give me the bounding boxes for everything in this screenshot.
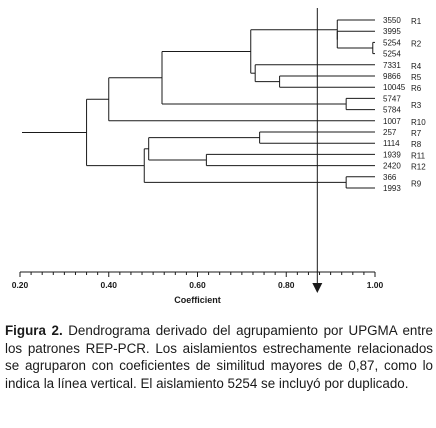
- group-label: R4: [411, 61, 422, 71]
- leaf-label: 1993: [383, 184, 401, 193]
- group-labels: [411, 17, 426, 188]
- leaf-label: 5254: [383, 49, 401, 59]
- leaf-label: 2420: [383, 161, 401, 171]
- group-label: R1: [411, 17, 422, 26]
- axis-tick-label: 0.40: [100, 280, 118, 290]
- group-label: R9: [411, 179, 422, 189]
- dendrogram-tree: [22, 20, 375, 188]
- group-label: R6: [411, 84, 422, 94]
- leaf-label: 1939: [383, 150, 401, 160]
- coefficient-axis: [12, 272, 384, 305]
- group-label: R7: [411, 129, 422, 138]
- caption-label: Figura 2.: [5, 323, 63, 338]
- group-label: R5: [411, 73, 422, 82]
- leaf-label: 10045: [383, 83, 406, 93]
- group-label: R10: [411, 117, 426, 127]
- axis-tick-label: 0.20: [11, 280, 29, 290]
- group-label: R11: [411, 151, 426, 161]
- axis-tick-label: 0.80: [277, 280, 295, 290]
- caption-text: Dendrograma derivado del agrupamiento por UPGMA entre los patrones REP-PCR. Los aislamientos estrechamente relacionados se agruparon con coeficientes de similitud mayores de 0,87, como lo indica la línea vertical. El aislamiento 5254 se incluyó por duplicado.: [5, 323, 433, 391]
- leaf-label: 366: [383, 172, 397, 182]
- leaf-label: 3550: [383, 16, 401, 25]
- axis-title: Coefficient: [174, 295, 221, 305]
- leaf-label: 257: [383, 128, 397, 137]
- axis-tick-label: 1.00: [366, 280, 384, 290]
- leaf-label: 5784: [383, 105, 401, 115]
- leaf-label: 9866: [383, 72, 401, 81]
- leaf-label: 1114: [383, 139, 400, 149]
- group-label: R2: [411, 39, 422, 49]
- leaf-label: 3995: [383, 27, 401, 37]
- similarity-cutoff: [312, 8, 322, 293]
- group-label: R8: [411, 140, 422, 150]
- group-label: R3: [411, 101, 422, 110]
- group-label: R12: [411, 162, 426, 172]
- cutoff-arrow: [312, 283, 322, 293]
- leaf-labels: [383, 16, 406, 193]
- leaf-label: 1007: [383, 116, 401, 126]
- figure-caption: [5, 322, 433, 392]
- leaf-label: 5747: [383, 94, 401, 104]
- leaf-label: 7331: [383, 60, 401, 70]
- axis-tick-label: 0.60: [189, 280, 206, 290]
- leaf-label: 5254: [383, 38, 401, 48]
